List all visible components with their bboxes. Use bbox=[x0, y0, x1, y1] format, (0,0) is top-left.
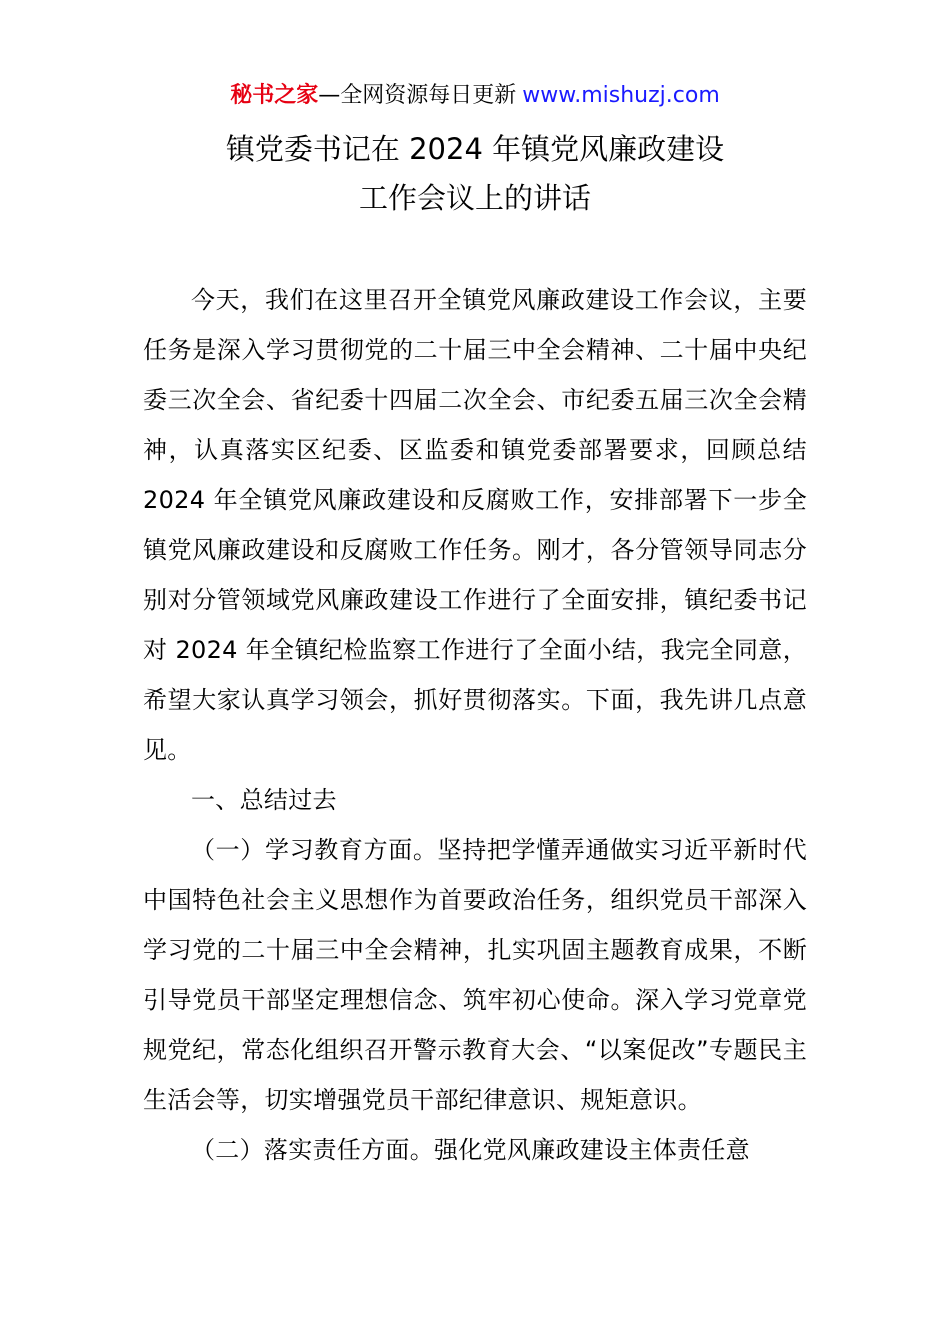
header-tagline: —全网资源每日更新 bbox=[318, 83, 517, 108]
document-title-line-2: 工作会议上的讲话 bbox=[358, 181, 591, 215]
paragraph-responsibility: （二）落实责任方面。强化党风廉政建设主体责任意 bbox=[191, 1136, 750, 1164]
brand-name: 秘书之家 bbox=[230, 83, 319, 108]
document-body bbox=[143, 275, 807, 1175]
document-title-line-1: 镇党委书记在 2024 年镇党风廉政建设 bbox=[225, 132, 725, 166]
paragraph-intro: 今天，我们在这里召开全镇党风廉政建设工作会议，主要任务是深入学习贯彻党的二十届三中全会精神、二十届中央纪委三次全会、省纪委十四届二次全会、市纪委五届三次全会精神，认真落实区纪委、区监委和镇党委部署要求，回顾总结 2024 年全镇党风廉政建设和反腐败工作，安排部署下一步全镇党风廉政建设和反腐败工作任务。刚才，各分管领导同志分别对分管领域党风廉政建设工作进行了全面安排，镇纪委书记对 2024 年全镇纪检监察工作进行了全面小结，我完全同意，希望大家认真学习领会，抓好贯彻落实。下面，我先讲几点意见。 bbox=[143, 286, 807, 764]
site-url-link[interactable]: www.mishuzj.com bbox=[522, 83, 720, 108]
section-heading-1: 一、总结过去 bbox=[191, 786, 337, 814]
site-header bbox=[0, 82, 950, 110]
paragraph-study-education: （一）学习教育方面。坚持把学懂弄通做实习近平新时代中国特色社会主义思想作为首要政治任务，组织党员干部深入学习党的二十届三中全会精神，扎实巩固主题教育成果，不断引导党员干部坚定理想信念、筑牢初心使命。深入学习党章党规党纪，常态化组织召开警示教育大会、“以案促改”专题民主生活会等，切实增强党员干部纪律意识、规矩意识。 bbox=[143, 836, 807, 1114]
